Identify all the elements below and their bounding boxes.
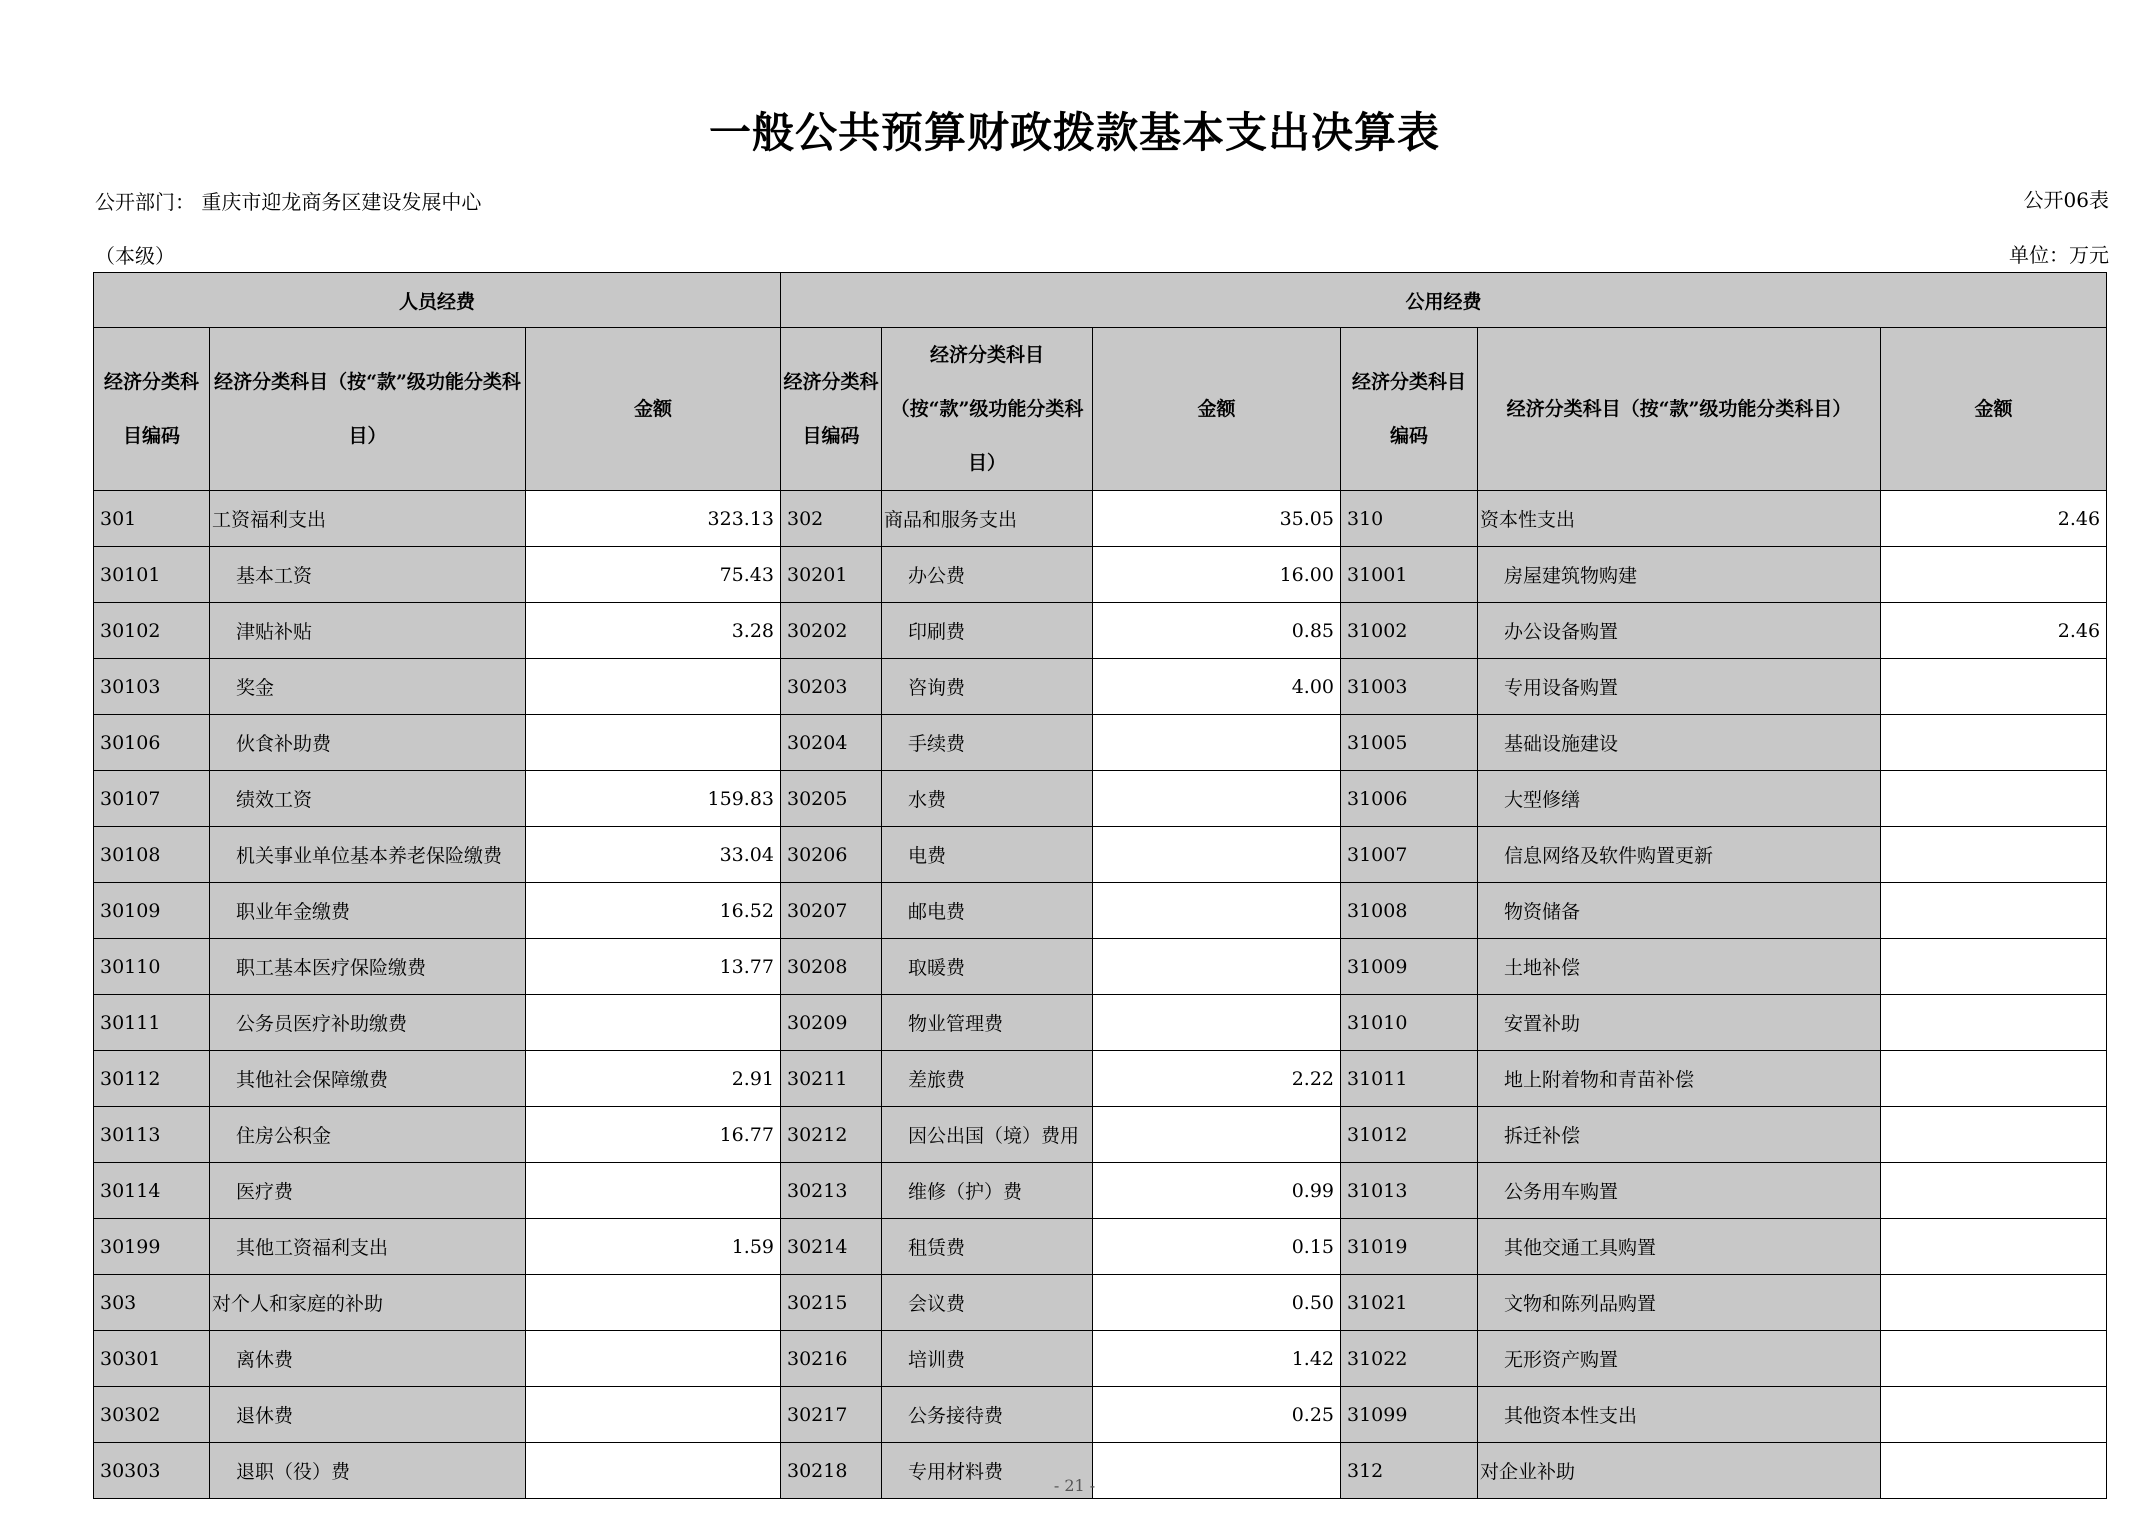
g1-name-cell: 办公费 [882,547,1093,603]
p-amount-cell: 323.13 [526,491,781,547]
page-title: 一般公共预算财政拨款基本支出决算表 [708,108,1440,157]
g2-name-cell: 基础设施建设 [1478,715,1881,771]
p-name-cell: 工资福利支出 [210,491,526,547]
col-header-name: 经济分类科目（按“款”级功能分类科目） [882,328,1093,491]
p-name-cell: 伙食补助费 [210,715,526,771]
p-name-cell: 住房公积金 [210,1107,526,1163]
g1-amount-cell [1093,939,1341,995]
table-row [94,603,2107,659]
table-row [94,491,2107,547]
p-code-cell: 30109 [94,883,210,939]
g2-name-cell: 其他资本性支出 [1478,1387,1881,1443]
g1-name-cell: 印刷费 [882,603,1093,659]
p-name-cell: 退休费 [210,1387,526,1443]
table-row [94,715,2107,771]
g2-code-cell: 31009 [1341,939,1478,995]
expenditure-table [93,272,2107,1499]
g1-code-cell: 30203 [781,659,882,715]
p-amount-cell: 1.59 [526,1219,781,1275]
g2-code-cell: 31021 [1341,1275,1478,1331]
g1-code-cell: 30201 [781,547,882,603]
p-code-cell: 30101 [94,547,210,603]
g1-name-cell: 差旅费 [882,1051,1093,1107]
g2-code-cell: 31019 [1341,1219,1478,1275]
g1-code-cell: 30217 [781,1387,882,1443]
p-code-cell: 30107 [94,771,210,827]
g2-name-cell: 物资储备 [1478,883,1881,939]
p-amount-cell: 159.83 [526,771,781,827]
p-amount-cell: 16.77 [526,1107,781,1163]
p-amount-cell: 16.52 [526,883,781,939]
g1-code-cell: 30214 [781,1219,882,1275]
g1-name-cell: 因公出国（境）费用 [882,1107,1093,1163]
p-name-cell: 退职（役）费 [210,1443,526,1499]
p-code-cell: 30113 [94,1107,210,1163]
table-row [94,659,2107,715]
g2-code-cell: 31010 [1341,995,1478,1051]
g2-code-cell: 310 [1341,491,1478,547]
p-name-cell: 职业年金缴费 [210,883,526,939]
g2-code-cell: 31099 [1341,1387,1478,1443]
p-code-cell: 30303 [94,1443,210,1499]
p-amount-cell: 2.91 [526,1051,781,1107]
table-row [94,1275,2107,1331]
g1-name-cell: 手续费 [882,715,1093,771]
g2-code-cell: 31013 [1341,1163,1478,1219]
g2-code-cell: 312 [1341,1443,1478,1499]
g2-code-cell: 31011 [1341,1051,1478,1107]
p-name-cell: 基本工资 [210,547,526,603]
p-code-cell: 30114 [94,1163,210,1219]
g2-name-cell: 安置补助 [1478,995,1881,1051]
g2-amount-cell [1881,715,2107,771]
g1-name-cell: 租赁费 [882,1219,1093,1275]
p-amount-cell: 75.43 [526,547,781,603]
g1-name-cell: 水费 [882,771,1093,827]
g1-name-cell: 取暖费 [882,939,1093,995]
col-header-name: 经济分类科目（按“款”级功能分类科目） [1478,328,1881,491]
col-header-code: 经济分类科目编码 [781,328,882,491]
g1-code-cell: 30202 [781,603,882,659]
g2-amount-cell: 2.46 [1881,603,2107,659]
g2-amount-cell [1881,995,2107,1051]
p-amount-cell: 13.77 [526,939,781,995]
g2-code-cell: 31003 [1341,659,1478,715]
table-row [94,1387,2107,1443]
g1-name-cell: 维修（护）费 [882,1163,1093,1219]
g1-amount-cell: 1.42 [1093,1331,1341,1387]
table-number: 公开06表 [2023,188,2109,212]
p-name-cell: 津贴补贴 [210,603,526,659]
table-row [94,883,2107,939]
g2-code-cell: 31006 [1341,771,1478,827]
p-amount-cell [526,659,781,715]
p-code-cell: 301 [94,491,210,547]
p-code-cell: 30110 [94,939,210,995]
table-row [94,1219,2107,1275]
g1-amount-cell [1093,827,1341,883]
g2-amount-cell [1881,1331,2107,1387]
g1-code-cell: 30212 [781,1107,882,1163]
col-header-amount: 金额 [1881,328,2107,491]
table-row [94,771,2107,827]
g1-name-cell: 培训费 [882,1331,1093,1387]
g1-code-cell: 30215 [781,1275,882,1331]
g2-code-cell: 31002 [1341,603,1478,659]
p-name-cell: 其他工资福利支出 [210,1219,526,1275]
p-amount-cell [526,1331,781,1387]
g2-name-cell: 办公设备购置 [1478,603,1881,659]
table-body [94,491,2107,1499]
g2-name-cell: 拆迁补偿 [1478,1107,1881,1163]
p-name-cell: 奖金 [210,659,526,715]
p-code-cell: 30302 [94,1387,210,1443]
g2-amount-cell [1881,939,2107,995]
g1-name-cell: 邮电费 [882,883,1093,939]
g1-amount-cell: 16.00 [1093,547,1341,603]
g2-amount-cell [1881,659,2107,715]
g1-name-cell: 会议费 [882,1275,1093,1331]
g1-amount-cell: 0.25 [1093,1387,1341,1443]
g2-name-cell: 资本性支出 [1478,491,1881,547]
g1-code-cell: 30204 [781,715,882,771]
g2-amount-cell [1881,1107,2107,1163]
g1-code-cell: 30205 [781,771,882,827]
p-code-cell: 30112 [94,1051,210,1107]
g1-code-cell: 30218 [781,1443,882,1499]
g1-code-cell: 30209 [781,995,882,1051]
g1-name-cell: 物业管理费 [882,995,1093,1051]
g1-code-cell: 30206 [781,827,882,883]
g2-name-cell: 其他交通工具购置 [1478,1219,1881,1275]
g1-code-cell: 302 [781,491,882,547]
p-name-cell: 绩效工资 [210,771,526,827]
p-amount-cell [526,1387,781,1443]
col-header-code: 经济分类科目编码 [1341,328,1478,491]
level-label: （本级） [95,244,175,268]
g2-name-cell: 房屋建筑物购建 [1478,547,1881,603]
p-name-cell: 职工基本医疗保险缴费 [210,939,526,995]
g1-amount-cell [1093,1107,1341,1163]
g1-amount-cell: 0.85 [1093,603,1341,659]
g2-name-cell: 土地补偿 [1478,939,1881,995]
g2-name-cell: 大型修缮 [1478,771,1881,827]
g2-name-cell: 信息网络及软件购置更新 [1478,827,1881,883]
g1-amount-cell [1093,771,1341,827]
p-amount-cell: 33.04 [526,827,781,883]
p-name-cell: 其他社会保障缴费 [210,1051,526,1107]
table-row [94,547,2107,603]
table-row [94,1163,2107,1219]
p-code-cell: 30199 [94,1219,210,1275]
p-code-cell: 303 [94,1275,210,1331]
g1-amount-cell: 0.15 [1093,1219,1341,1275]
p-name-cell: 对个人和家庭的补助 [210,1275,526,1331]
g2-amount-cell [1881,883,2107,939]
g1-name-cell: 电费 [882,827,1093,883]
g2-amount-cell [1881,771,2107,827]
page-number: - 21 - [1053,1476,1096,1495]
table-row [94,1331,2107,1387]
p-code-cell: 30106 [94,715,210,771]
g1-amount-cell [1093,715,1341,771]
g1-code-cell: 30207 [781,883,882,939]
personnel-group-header: 人员经费 [94,273,781,328]
table-row [94,1051,2107,1107]
g2-name-cell: 公务用车购置 [1478,1163,1881,1219]
public-group-header: 公用经费 [781,273,2107,328]
p-name-cell: 离休费 [210,1331,526,1387]
p-amount-cell [526,1163,781,1219]
g2-amount-cell [1881,1387,2107,1443]
g2-name-cell: 地上附着物和青苗补偿 [1478,1051,1881,1107]
g2-name-cell: 无形资产购置 [1478,1331,1881,1387]
g2-amount-cell [1881,1051,2107,1107]
g2-code-cell: 31001 [1341,547,1478,603]
g1-amount-cell [1093,883,1341,939]
g2-amount-cell [1881,1275,2107,1331]
g1-amount-cell: 35.05 [1093,491,1341,547]
g2-amount-cell [1881,1219,2107,1275]
col-header-amount: 金额 [526,328,781,491]
g2-name-cell: 专用设备购置 [1478,659,1881,715]
p-code-cell: 30102 [94,603,210,659]
g1-name-cell: 咨询费 [882,659,1093,715]
g1-code-cell: 30216 [781,1331,882,1387]
p-name-cell: 医疗费 [210,1163,526,1219]
g2-amount-cell: 2.46 [1881,491,2107,547]
table-row [94,1107,2107,1163]
g1-name-cell: 商品和服务支出 [882,491,1093,547]
g2-code-cell: 31022 [1341,1331,1478,1387]
col-header-amount: 金额 [1093,328,1341,491]
g1-amount-cell: 0.99 [1093,1163,1341,1219]
p-code-cell: 30111 [94,995,210,1051]
g1-code-cell: 30208 [781,939,882,995]
p-amount-cell [526,995,781,1051]
g1-amount-cell: 0.50 [1093,1275,1341,1331]
p-name-cell: 公务员医疗补助缴费 [210,995,526,1051]
p-code-cell: 30301 [94,1331,210,1387]
g2-code-cell: 31007 [1341,827,1478,883]
g2-code-cell: 31012 [1341,1107,1478,1163]
g2-code-cell: 31008 [1341,883,1478,939]
g1-name-cell: 公务接待费 [882,1387,1093,1443]
g1-amount-cell: 4.00 [1093,659,1341,715]
g2-amount-cell [1881,827,2107,883]
g2-name-cell: 文物和陈列品购置 [1478,1275,1881,1331]
g1-name-cell: 专用材料费 [882,1443,1093,1499]
g2-code-cell: 31005 [1341,715,1478,771]
p-amount-cell: 3.28 [526,603,781,659]
table-row [94,939,2107,995]
g1-amount-cell [1093,995,1341,1051]
g1-amount-cell: 2.22 [1093,1051,1341,1107]
g1-code-cell: 30213 [781,1163,882,1219]
department-label: 公开部门： 重庆市迎龙商务区建设发展中心 [95,190,482,214]
p-amount-cell [526,715,781,771]
g2-amount-cell [1881,547,2107,603]
p-amount-cell [526,1275,781,1331]
table-row [94,827,2107,883]
g2-name-cell: 对企业补助 [1478,1443,1881,1499]
g2-amount-cell [1881,1163,2107,1219]
p-code-cell: 30108 [94,827,210,883]
col-header-code: 经济分类科目编码 [94,328,210,491]
p-code-cell: 30103 [94,659,210,715]
col-header-name: 经济分类科目（按“款”级功能分类科目） [210,328,526,491]
table-row [94,995,2107,1051]
unit-label: 单位：万元 [2009,243,2109,267]
g1-code-cell: 30211 [781,1051,882,1107]
p-name-cell: 机关事业单位基本养老保险缴费 [210,827,526,883]
